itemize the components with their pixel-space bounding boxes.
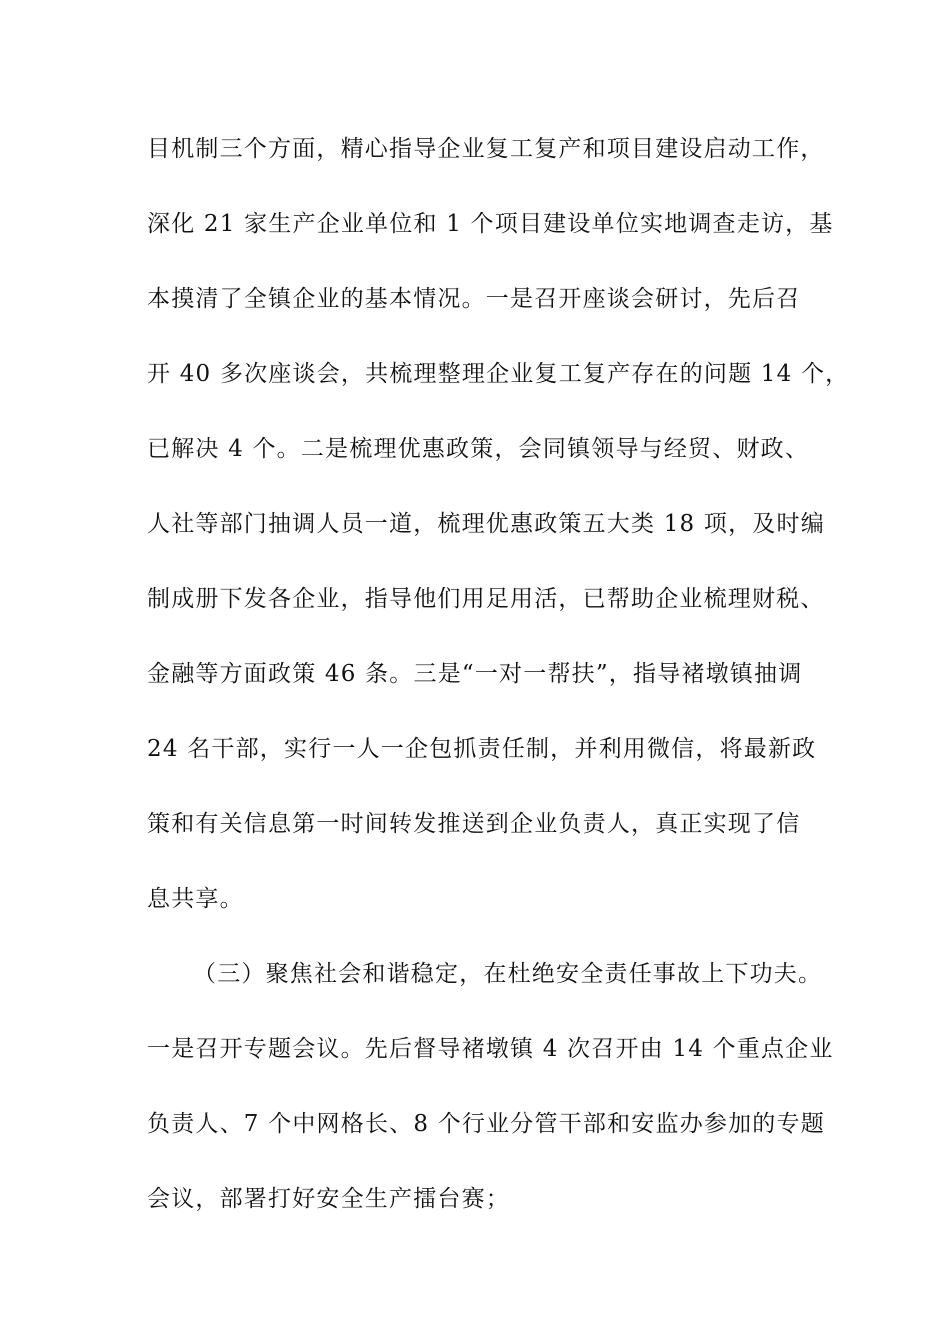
- paragraph-line: 金融等方面政策 46 条。三是“一对一帮扶”，指导褚墩镇抽调: [147, 661, 803, 687]
- paragraph-line: 会议，部署打好安全生产擂台赛；: [147, 1186, 510, 1212]
- paragraph-line: 制成册下发各企业，指导他们用足用活，已帮助企业梳理财税、: [147, 586, 825, 612]
- paragraph-line: 策和有关信息第一时间转发推送到企业负责人，真正实现了信: [147, 811, 801, 837]
- paragraph-line: 息共享。: [147, 886, 244, 912]
- section-heading: （三）聚焦社会和谐稳定，在杜绝安全责任事故上下功夫。: [193, 961, 823, 987]
- paragraph-line: 本摸清了全镇企业的基本情况。一是召开座谈会研讨，先后召: [147, 286, 801, 312]
- paragraph-line: 深化 21 家生产企业单位和 1 个项目建设单位实地调查走访，基: [147, 211, 834, 237]
- paragraph-line: 人社等部门抽调人员一道，梳理优惠政策五大类 18 项，及时编: [147, 511, 825, 537]
- paragraph-line: 负责人、7 个中网格长、8 个行业分管干部和安监办参加的专题: [147, 1111, 825, 1137]
- paragraph-line: 已解决 4 个。二是梳理优惠政策，会同镇领导与经贸、财政、: [147, 436, 810, 462]
- paragraph-line: 一是召开专题会议。先后督导褚墩镇 4 次召开由 14 个重点企业: [147, 1036, 834, 1062]
- paragraph-line: 24 名干部，实行一人一企包抓责任制，并利用微信，将最新政: [147, 736, 817, 762]
- paragraph-line: 开 40 多次座谈会，共梳理整理企业复工复产存在的问题 14 个，: [147, 361, 850, 387]
- paragraph-line: 目机制三个方面，精心指导企业复工复产和项目建设启动工作，: [147, 136, 825, 162]
